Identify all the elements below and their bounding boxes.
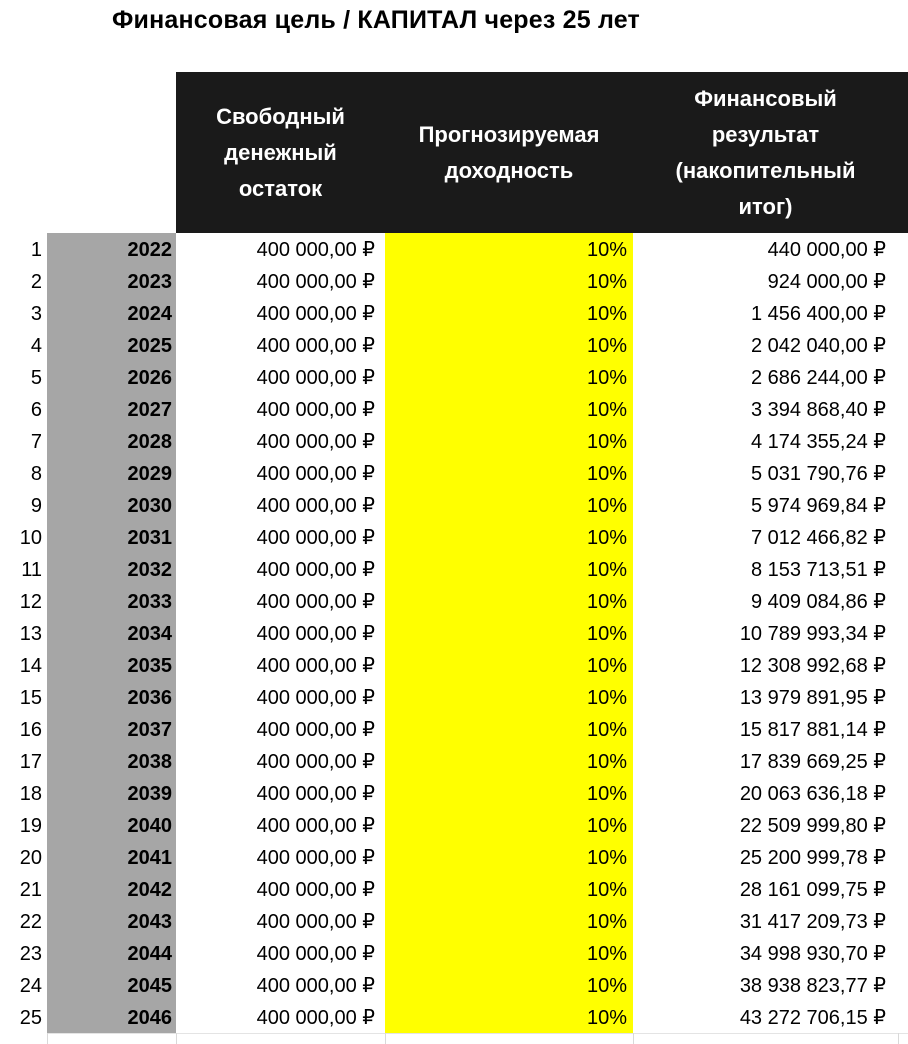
row-number: 17 bbox=[19, 751, 42, 773]
year-cell[interactable]: 2039 bbox=[47, 777, 176, 809]
result-cell[interactable]: 13 979 891,95 ₽ bbox=[739, 687, 886, 709]
header-free-cash[interactable] bbox=[176, 72, 385, 233]
result-cell[interactable]: 5 974 969,84 ₽ bbox=[750, 495, 886, 517]
result-cell[interactable]: 20 063 636,18 ₽ bbox=[739, 783, 886, 805]
free-cash-cell[interactable]: 400 000,00 ₽ bbox=[256, 559, 375, 581]
table-row bbox=[0, 297, 908, 329]
year-cell[interactable]: 2023 bbox=[47, 265, 176, 297]
free-cash-cell[interactable]: 400 000,00 ₽ bbox=[256, 975, 375, 997]
table-row bbox=[0, 457, 908, 489]
row-number: 12 bbox=[19, 591, 42, 613]
yield-cell[interactable]: 10% bbox=[385, 489, 633, 521]
yield-cell[interactable]: 10% bbox=[385, 873, 633, 905]
free-cash-cell[interactable]: 400 000,00 ₽ bbox=[256, 527, 375, 549]
row-number: 21 bbox=[19, 879, 42, 901]
result-cell[interactable]: 7 012 466,82 ₽ bbox=[750, 527, 886, 549]
yield-cell[interactable]: 10% bbox=[385, 841, 633, 873]
result-cell[interactable]: 31 417 209,73 ₽ bbox=[739, 911, 886, 933]
table-row bbox=[0, 905, 908, 937]
row-number: 19 bbox=[19, 815, 42, 837]
year-cell[interactable]: 2044 bbox=[47, 937, 176, 969]
result-cell[interactable]: 440 000,00 ₽ bbox=[767, 239, 886, 261]
result-cell[interactable]: 12 308 992,68 ₽ bbox=[739, 655, 886, 677]
table-row bbox=[0, 585, 908, 617]
result-cell[interactable]: 924 000,00 ₽ bbox=[767, 271, 886, 293]
row-number: 15 bbox=[19, 687, 42, 709]
table-row bbox=[0, 841, 908, 873]
free-cash-cell[interactable]: 400 000,00 ₽ bbox=[256, 943, 375, 965]
grid-line bbox=[385, 1033, 386, 1044]
table-row bbox=[0, 1001, 908, 1033]
year-cell[interactable]: 2027 bbox=[47, 393, 176, 425]
header-free-cash-label: Свободный денежный остаток bbox=[216, 103, 345, 201]
result-cell[interactable]: 43 272 706,15 ₽ bbox=[739, 1007, 886, 1029]
table-row bbox=[0, 361, 908, 393]
yield-cell[interactable]: 10% bbox=[385, 745, 633, 777]
result-cell[interactable]: 22 509 999,80 ₽ bbox=[739, 815, 886, 837]
yield-cell[interactable]: 10% bbox=[385, 617, 633, 649]
free-cash-cell[interactable]: 400 000,00 ₽ bbox=[256, 463, 375, 485]
year-cell[interactable]: 2033 bbox=[47, 585, 176, 617]
year-cell[interactable]: 2028 bbox=[47, 425, 176, 457]
year-cell[interactable]: 2045 bbox=[47, 969, 176, 1001]
result-cell[interactable]: 2 686 244,00 ₽ bbox=[750, 367, 886, 389]
result-cell[interactable]: 17 839 669,25 ₽ bbox=[739, 751, 886, 773]
year-cell[interactable]: 2035 bbox=[47, 649, 176, 681]
row-number: 2 bbox=[30, 271, 42, 293]
header-result[interactable] bbox=[633, 72, 898, 233]
table-row bbox=[0, 521, 908, 553]
grid-line bbox=[898, 1033, 899, 1044]
row-number: 8 bbox=[30, 463, 42, 485]
year-cell[interactable]: 2024 bbox=[47, 297, 176, 329]
yield-cell[interactable]: 10% bbox=[385, 713, 633, 745]
yield-cell[interactable]: 10% bbox=[385, 585, 633, 617]
table-row bbox=[0, 489, 908, 521]
yield-cell[interactable]: 10% bbox=[385, 809, 633, 841]
free-cash-cell[interactable]: 400 000,00 ₽ bbox=[256, 719, 375, 741]
year-cell[interactable]: 2036 bbox=[47, 681, 176, 713]
table-row bbox=[0, 681, 908, 713]
yield-cell[interactable]: 10% bbox=[385, 361, 633, 393]
yield-cell[interactable]: 10% bbox=[385, 329, 633, 361]
row-number: 7 bbox=[30, 431, 42, 453]
result-cell[interactable]: 4 174 355,24 ₽ bbox=[750, 431, 886, 453]
free-cash-cell[interactable]: 400 000,00 ₽ bbox=[256, 847, 375, 869]
table-body bbox=[0, 233, 908, 1033]
row-number: 10 bbox=[19, 527, 42, 549]
row-number: 18 bbox=[19, 783, 42, 805]
result-cell[interactable]: 2 042 040,00 ₽ bbox=[750, 335, 886, 357]
free-cash-cell[interactable]: 400 000,00 ₽ bbox=[256, 591, 375, 613]
year-cell[interactable]: 2032 bbox=[47, 553, 176, 585]
table-row bbox=[0, 649, 908, 681]
yield-cell[interactable]: 10% bbox=[385, 681, 633, 713]
result-cell[interactable]: 25 200 999,78 ₽ bbox=[739, 847, 886, 869]
free-cash-cell[interactable]: 400 000,00 ₽ bbox=[256, 495, 375, 517]
grid-line bbox=[633, 1033, 634, 1044]
free-cash-cell[interactable]: 400 000,00 ₽ bbox=[256, 751, 375, 773]
free-cash-cell[interactable]: 400 000,00 ₽ bbox=[256, 911, 375, 933]
page-title: Финансовая цель / КАПИТАЛ через 25 лет bbox=[112, 6, 640, 34]
yield-cell[interactable]: 10% bbox=[385, 457, 633, 489]
table-row bbox=[0, 969, 908, 1001]
year-cell[interactable]: 2030 bbox=[47, 489, 176, 521]
free-cash-cell[interactable]: 400 000,00 ₽ bbox=[256, 335, 375, 357]
yield-cell[interactable]: 10% bbox=[385, 425, 633, 457]
result-cell[interactable]: 34 998 930,70 ₽ bbox=[739, 943, 886, 965]
row-number: 13 bbox=[19, 623, 42, 645]
result-cell[interactable]: 10 789 993,34 ₽ bbox=[739, 623, 886, 645]
row-number: 24 bbox=[19, 975, 42, 997]
yield-cell[interactable]: 10% bbox=[385, 233, 633, 265]
result-cell[interactable]: 15 817 881,14 ₽ bbox=[739, 719, 886, 741]
free-cash-cell[interactable]: 400 000,00 ₽ bbox=[256, 431, 375, 453]
row-number: 16 bbox=[19, 719, 42, 741]
row-number: 14 bbox=[19, 655, 42, 677]
yield-cell[interactable]: 10% bbox=[385, 265, 633, 297]
yield-cell[interactable]: 10% bbox=[385, 649, 633, 681]
free-cash-cell[interactable]: 400 000,00 ₽ bbox=[256, 815, 375, 837]
table-row bbox=[0, 265, 908, 297]
free-cash-cell[interactable]: 400 000,00 ₽ bbox=[256, 879, 375, 901]
free-cash-cell[interactable]: 400 000,00 ₽ bbox=[256, 687, 375, 709]
row-number: 6 bbox=[30, 399, 42, 421]
table-row bbox=[0, 553, 908, 585]
yield-cell[interactable]: 10% bbox=[385, 297, 633, 329]
year-cell[interactable]: 2046 bbox=[47, 1001, 176, 1033]
result-cell[interactable]: 28 161 099,75 ₽ bbox=[739, 879, 886, 901]
year-cell[interactable]: 2043 bbox=[47, 905, 176, 937]
result-cell[interactable]: 3 394 868,40 ₽ bbox=[750, 399, 886, 421]
free-cash-cell[interactable]: 400 000,00 ₽ bbox=[256, 239, 375, 261]
row-number: 1 bbox=[30, 239, 42, 261]
free-cash-cell[interactable]: 400 000,00 ₽ bbox=[256, 399, 375, 421]
free-cash-cell[interactable]: 400 000,00 ₽ bbox=[256, 303, 375, 325]
year-cell[interactable]: 2034 bbox=[47, 617, 176, 649]
year-cell[interactable]: 2040 bbox=[47, 809, 176, 841]
free-cash-cell[interactable]: 400 000,00 ₽ bbox=[256, 271, 375, 293]
yield-cell[interactable]: 10% bbox=[385, 1001, 633, 1033]
table-header bbox=[176, 72, 908, 233]
free-cash-cell[interactable]: 400 000,00 ₽ bbox=[256, 623, 375, 645]
year-cell[interactable]: 2022 bbox=[47, 233, 176, 265]
year-cell[interactable]: 2026 bbox=[47, 361, 176, 393]
year-cell[interactable]: 2029 bbox=[47, 457, 176, 489]
table-row bbox=[0, 425, 908, 457]
row-number: 5 bbox=[30, 367, 42, 389]
table-row bbox=[0, 777, 908, 809]
table-row bbox=[0, 809, 908, 841]
header-yield[interactable] bbox=[385, 72, 633, 233]
yield-cell[interactable]: 10% bbox=[385, 969, 633, 1001]
row-number: 11 bbox=[21, 559, 42, 581]
table-row bbox=[0, 617, 908, 649]
year-cell[interactable]: 2041 bbox=[47, 841, 176, 873]
year-cell[interactable]: 2025 bbox=[47, 329, 176, 361]
yield-cell[interactable]: 10% bbox=[385, 521, 633, 553]
year-cell[interactable]: 2031 bbox=[47, 521, 176, 553]
yield-cell[interactable]: 10% bbox=[385, 905, 633, 937]
grid-line bbox=[176, 1033, 177, 1044]
yield-cell[interactable]: 10% bbox=[385, 937, 633, 969]
year-cell[interactable]: 2038 bbox=[47, 745, 176, 777]
header-result-label: Финансовый результат (накопительный итог) bbox=[675, 85, 856, 219]
row-number: 23 bbox=[19, 943, 42, 965]
row-number: 20 bbox=[19, 847, 42, 869]
result-cell[interactable]: 5 031 790,76 ₽ bbox=[750, 463, 886, 485]
result-cell[interactable]: 8 153 713,51 ₽ bbox=[750, 559, 886, 581]
table-row bbox=[0, 745, 908, 777]
table-row bbox=[0, 937, 908, 969]
free-cash-cell[interactable]: 400 000,00 ₽ bbox=[256, 655, 375, 677]
yield-cell[interactable]: 10% bbox=[385, 777, 633, 809]
year-cell[interactable]: 2037 bbox=[47, 713, 176, 745]
free-cash-cell[interactable]: 400 000,00 ₽ bbox=[256, 1007, 375, 1029]
row-number: 9 bbox=[30, 495, 42, 517]
grid-line bbox=[47, 1033, 48, 1044]
yield-cell[interactable]: 10% bbox=[385, 393, 633, 425]
free-cash-cell[interactable]: 400 000,00 ₽ bbox=[256, 367, 375, 389]
table-row bbox=[0, 233, 908, 265]
yield-cell[interactable]: 10% bbox=[385, 553, 633, 585]
header-yield-label: Прогнозируемая доходность bbox=[418, 121, 600, 183]
row-number: 22 bbox=[19, 911, 42, 933]
table-row bbox=[0, 393, 908, 425]
result-cell[interactable]: 1 456 400,00 ₽ bbox=[750, 303, 886, 325]
table-row bbox=[0, 713, 908, 745]
row-number: 4 bbox=[30, 335, 42, 357]
result-cell[interactable]: 38 938 823,77 ₽ bbox=[739, 975, 886, 997]
free-cash-cell[interactable]: 400 000,00 ₽ bbox=[256, 783, 375, 805]
row-number: 25 bbox=[19, 1007, 42, 1029]
table-row bbox=[0, 873, 908, 905]
result-cell[interactable]: 9 409 084,86 ₽ bbox=[750, 591, 886, 613]
year-cell[interactable]: 2042 bbox=[47, 873, 176, 905]
table-row bbox=[0, 329, 908, 361]
row-number: 3 bbox=[30, 303, 42, 325]
